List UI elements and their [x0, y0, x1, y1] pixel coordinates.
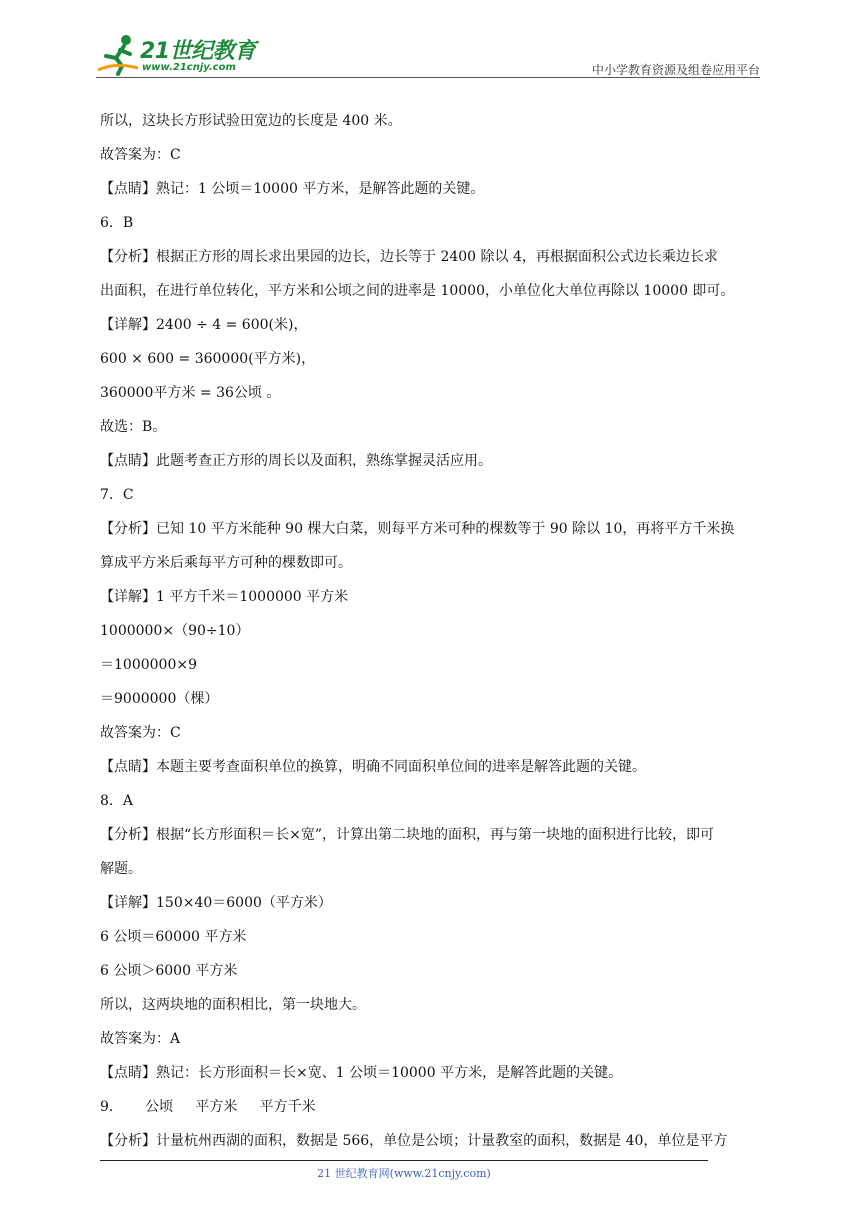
- running-figure-icon: [96, 32, 140, 76]
- text-line: 所以，这块长方形试验田宽边的长度是 400 米。: [100, 113, 402, 129]
- text-line: 故答案为：C: [100, 147, 181, 163]
- text-line: 【详解】1 平方千米＝1000000 平方米: [100, 589, 349, 605]
- site-logo: [96, 32, 266, 76]
- text-line: 6 公顷＞6000 平方米: [100, 963, 238, 979]
- text-line: 【分析】根据正方形的周长求出果园的边长，边长等于 2400 除以 4，再根据面积公式边长乘边长求: [100, 249, 718, 265]
- text-line: 解题。: [100, 861, 142, 877]
- text-line: 【点睛】本题主要考查面积单位的换算，明确不同面积单位间的进率是解答此题的关键。: [100, 759, 646, 775]
- text-line: 【点睛】熟记：长方形面积＝长×宽、1 公顷＝10000 平方米，是解答此题的关键。: [100, 1065, 623, 1081]
- text-line: 所以，这两块地的面积相比，第一块地大。: [100, 997, 366, 1013]
- text-line: 【点睛】熟记：1 公顷＝10000 平方米，是解答此题的关键。: [100, 181, 485, 197]
- question-number: 7．C: [100, 487, 134, 503]
- text-line: 出面积，在进行单位转化，平方米和公顷之间的进率是 10000，小单位化大单位再除以 10000 即可。: [100, 283, 735, 299]
- question-number: 9． 公顷 平方米 平方千米: [100, 1099, 316, 1115]
- question-number: 6．B: [100, 215, 134, 231]
- text-line: 故答案为：A: [100, 1031, 181, 1047]
- text-line: 【点睛】此题考查正方形的周长以及面积，熟练掌握灵活应用。: [100, 453, 492, 469]
- text-line: 【分析】已知 10 平方米能种 90 棵大白菜，则每平方米可种的棵数等于 90 除以 10，再将平方千米换: [100, 521, 735, 537]
- text-line: 6 公顷＝60000 平方米: [100, 929, 247, 945]
- header-divider: [96, 77, 760, 78]
- text-line: 【详解】2400 ÷ 4 = 600(米)，: [100, 317, 308, 333]
- text-line: 1000000×（90÷10）: [100, 623, 250, 639]
- text-line: 【详解】150×40＝6000（平方米）: [100, 895, 332, 911]
- text-line: 360000平方米 = 36公顷 。: [100, 385, 281, 401]
- logo-wordmark: 21世纪教育: [140, 39, 256, 64]
- logo-url: www.21cnjy.com: [142, 62, 236, 73]
- footer-divider: [100, 1160, 708, 1161]
- page-footer: 21 世纪教育网(www.21cnjy.com): [317, 1167, 491, 1180]
- text-line: 算成平方米后乘每平方可种的棵数即可。: [100, 555, 352, 571]
- text-line: 故选：B。: [100, 419, 167, 435]
- page-header: [96, 30, 760, 78]
- platform-name: 中小学教育资源及组卷应用平台: [591, 63, 760, 77]
- text-line: 600 × 600 = 360000(平方米)，: [100, 351, 316, 367]
- document-body: [100, 104, 764, 1158]
- text-line: 故答案为：C: [100, 725, 181, 741]
- text-line: ＝9000000（棵）: [100, 691, 219, 707]
- text-line: 【分析】根据“长方形面积＝长×宽”，计算出第二块地的面积，再与第一块地的面积进行比较，即可: [100, 827, 715, 843]
- text-line: 【分析】计量杭州西湖的面积，数据是 566，单位是公顷；计量教室的面积，数据是 40，单位是平方: [100, 1133, 728, 1149]
- text-line: ＝1000000×9: [100, 657, 197, 673]
- question-number: 8．A: [100, 793, 134, 809]
